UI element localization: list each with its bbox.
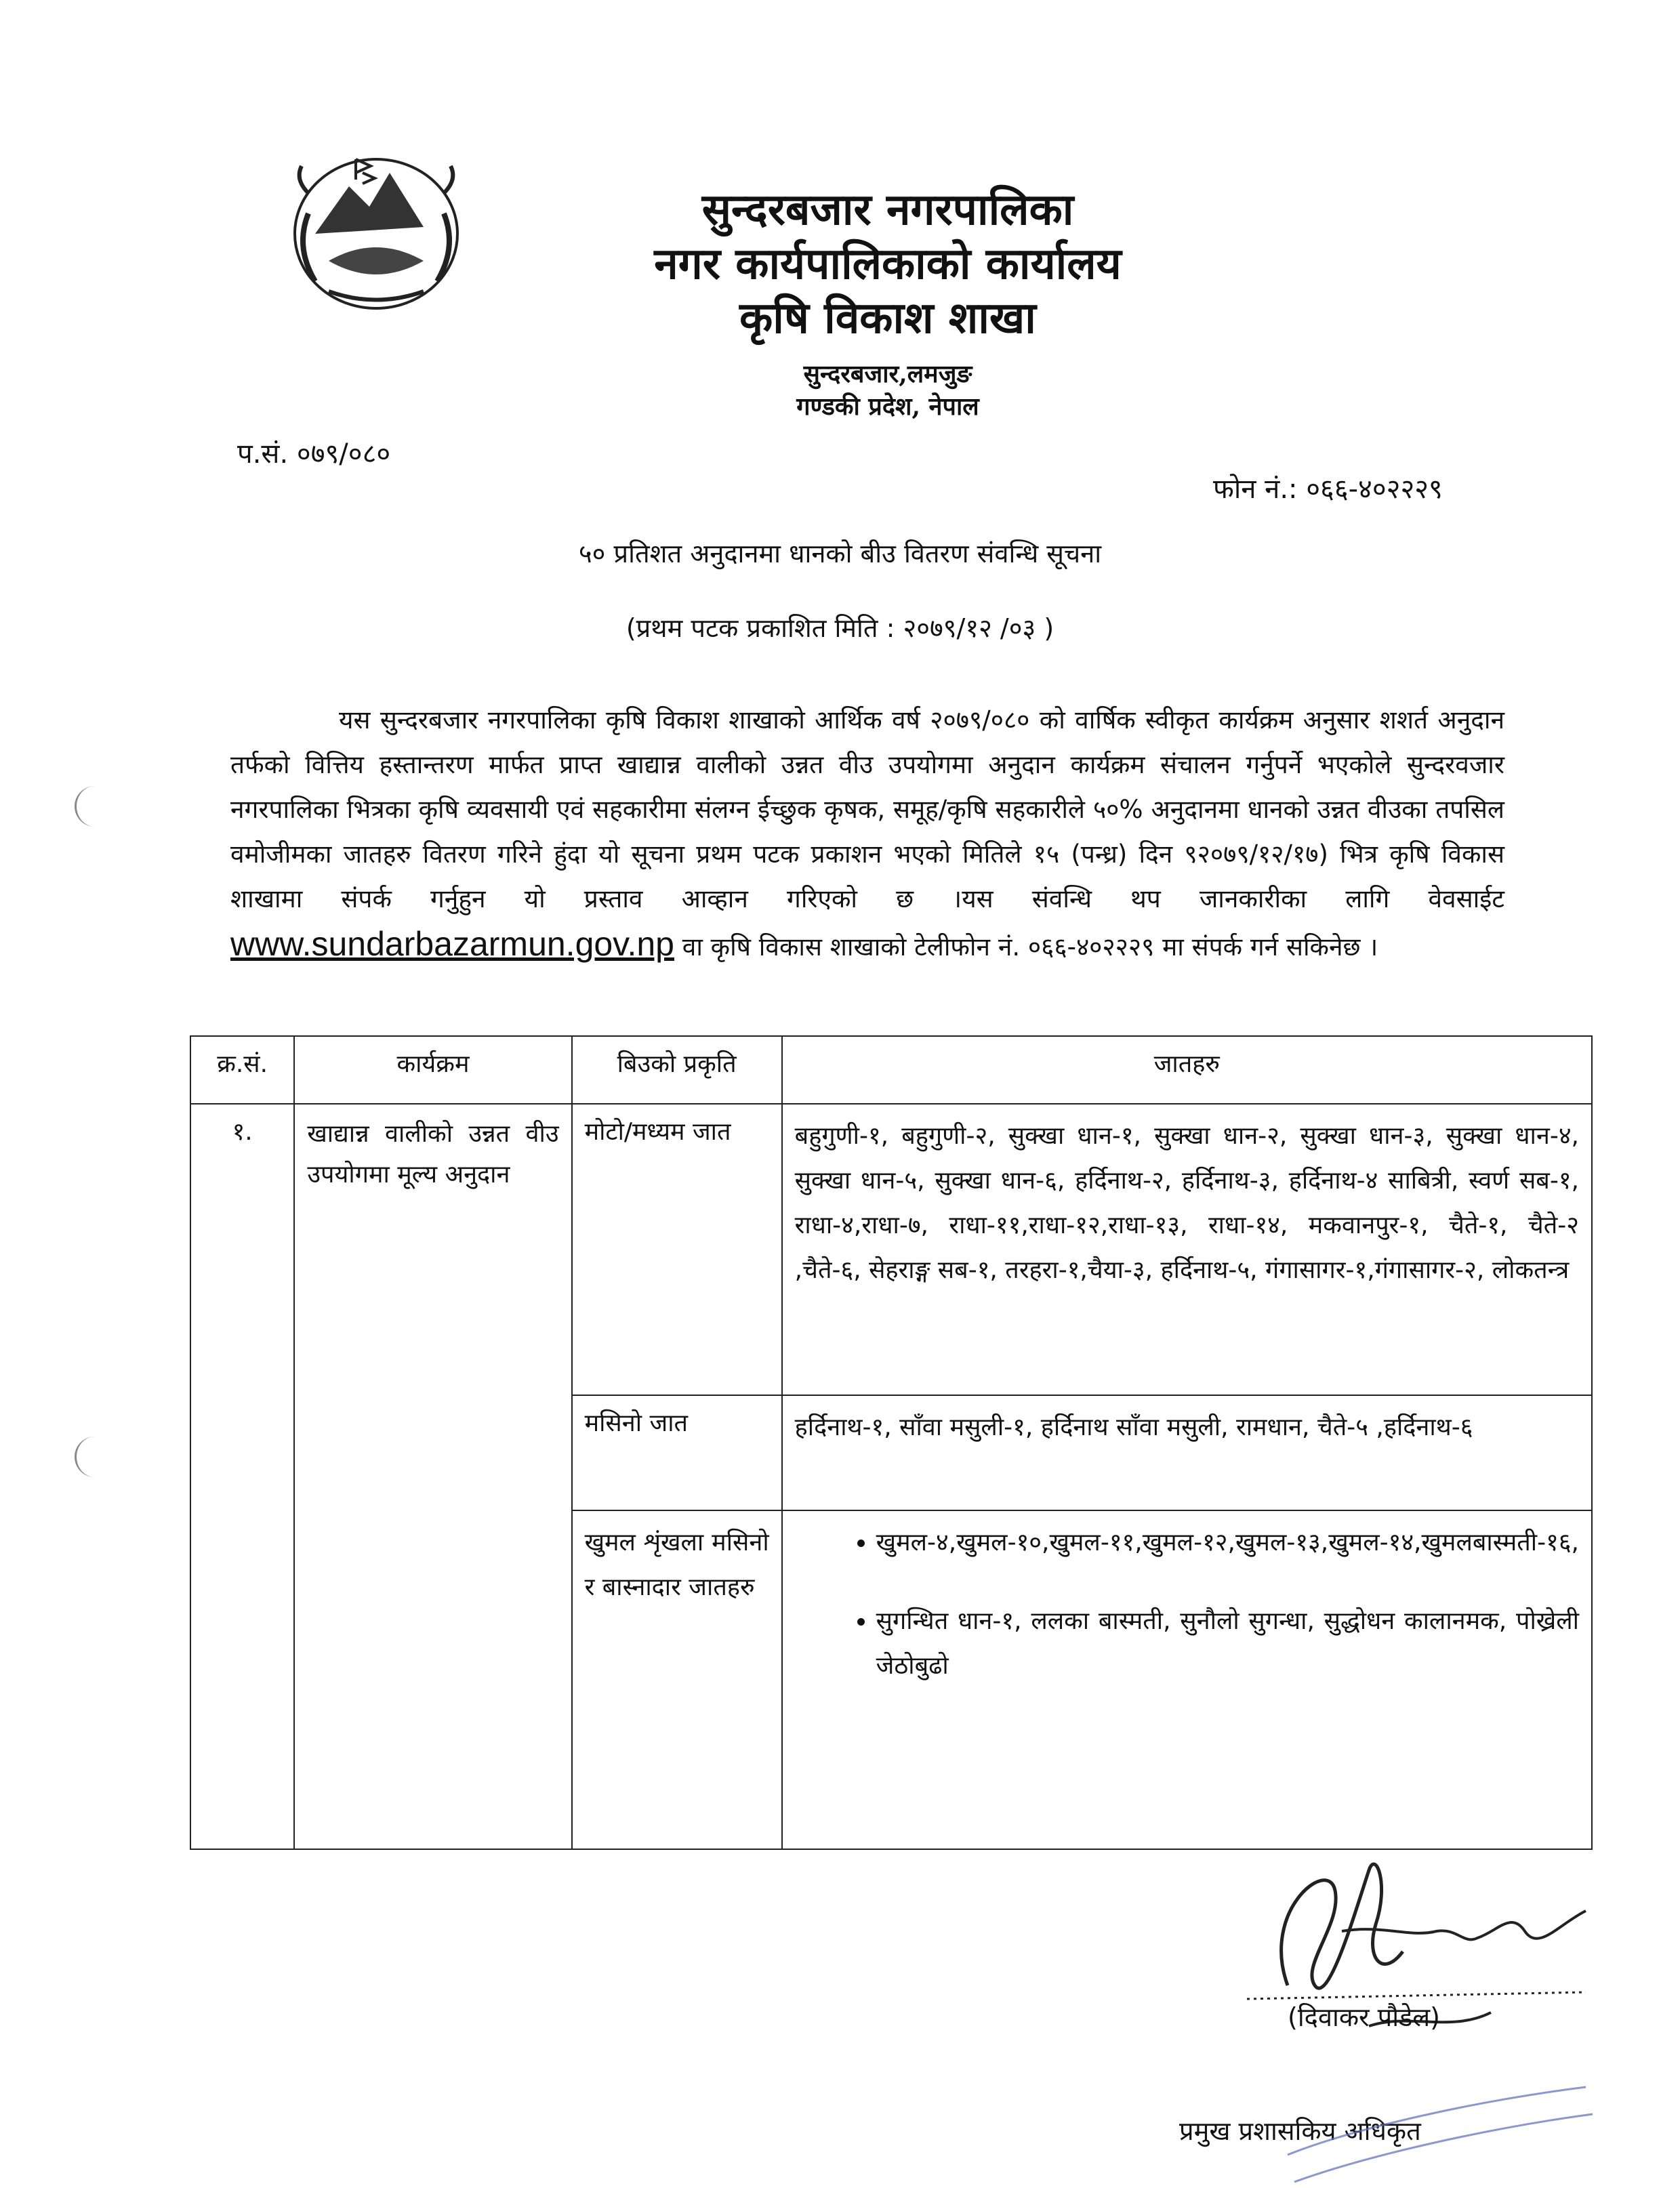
header-varieties: जातहरु [782, 1036, 1592, 1104]
seed-nature-cell: मसिनो जात [572, 1395, 782, 1510]
body-paragraph: यस सुन्दरबजार नगरपालिका कृषि विकाश शाखाको आर्थिक वर्ष २०७९/०८० को वार्षिक स्वीकृत कार्यक्रम अनुसार शशर्त अनुदान तर्फको वित्तिय हस्तान्तरण मार्फत प्राप्त खाद्यान्न वालीको उन्नत वीउ उपयोगमा अनुदान कार्यक्रम संचालन गर्नुपर्ने भएकोले सुन्दरवजार नगरपालिका भित्रका कृषि व्यवसायी एवं सहकारीमा संलग्न ईच्छुक कृषक, समूह/कृषि सहकारीले ५०% अनुदानमा धानको उन्नत वीउका तपसिल वमोजीमका जातहरु वितरण गरिने हुंदा यो सूचना प्रथम पटक प्रकाशन भएको मितिले १५ (पन्ध्र) दिन ९२०७९/१२/१७) भित्र कृषि विकास शाखामा संपर्क गर्नुहुन यो प्रस्ताव आव्हान गरिएको छ ।यस संवन्धि थप जानकारीका लागि वेवसाईट [230, 705, 1504, 913]
seed-nature-cell: मोटो/मध्यम जात [572, 1104, 782, 1395]
website-link[interactable]: www.sundarbazarmun.gov.np [230, 925, 674, 963]
letterhead [515, 183, 1261, 423]
varieties-cell: हर्दिनाथ-१, साँवा मसुली-१, हर्दिनाथ साँवा मसुली, रामधान, चैते-५ ,हर्दिनाथ-६ [782, 1395, 1592, 1510]
office-name: नगर कार्यपालिकाको कार्यालय [654, 239, 1122, 289]
seed-variety-table [190, 1035, 1593, 1850]
header-program: कार्यक्रम [294, 1036, 571, 1104]
program-cell: खाद्यान्न वालीको उन्नत वीउ उपयोगमा मूल्य अनुदान [294, 1104, 571, 1849]
serial-cell: १. [190, 1104, 294, 1849]
address-line-1: सुन्दरबजार,लमजुङ [803, 360, 972, 388]
address-line-2: गण्डकी प्रदेश, नेपाल [796, 392, 979, 421]
nepal-emblem-icon [268, 132, 485, 322]
signer-name: (दिवाकर पौडेल) [1288, 2002, 1440, 2032]
header-seed-nature: बिउको प्रकृति [572, 1036, 782, 1104]
reference-number: प.सं. ०७९/०८० [237, 438, 391, 470]
table-row [190, 1104, 1592, 1395]
publish-date: (प्रथम पटक प्रकाशित मिति : २०७९/१२ /०३ ) [626, 613, 1054, 643]
header-serial: क्र.सं. [190, 1036, 294, 1104]
signer-designation: प्रमुख प्रशासकिय अधिकृत [1179, 2116, 1421, 2146]
branch-name: कृषि विकाश शाखा [739, 293, 1036, 344]
variety-bullet-list [795, 1521, 1579, 1689]
list-item: • सुगन्धित धान-१, ललका बास्मती, सुनौलो सुगन्धा, सुद्धोधन कालानमक, पोख्रेली जेठोबुढो [876, 1599, 1579, 1689]
official-stamp [1274, 2073, 1599, 2188]
varieties-cell [782, 1510, 1592, 1849]
seed-nature-cell: खुमल शृंखला मसिनो र बास्नादार जातहरु [572, 1510, 782, 1849]
punch-hole-mark [75, 1437, 101, 1477]
list-item: • खुमल-४,खुमल-१०,खुमल-११,खुमल-१२,खुमल-१३,खुमल-१४,खुमलबास्मती-१६, [876, 1521, 1579, 1565]
punch-hole-mark [75, 786, 101, 827]
body-tail: वा कृषि विकास शाखाको टेलीफोन नं. ०६६-४०२२२९ मा संपर्क गर्न सकिनेछ । [682, 932, 1378, 962]
municipality-name: सुन्दरबजार नगरपालिका [701, 184, 1074, 235]
table-header-row [190, 1036, 1592, 1104]
notice-subject: ५० प्रतिशत अनुदानमा धानको बीउ वितरण संवन्धि सूचना [578, 539, 1102, 569]
notice-body [230, 698, 1504, 970]
varieties-cell: बहुगुणी-१, बहुगुणी-२, सुक्खा धान-१, सुक्खा धान-२, सुक्खा धान-३, सुक्खा धान-४, सुक्खा धान-५, सुक्खा धान-६, हर्दिनाथ-२, हर्दिनाथ-३, हर्दिनाथ-४ साबित्री, स्वर्ण सब-१, राधा-४,राधा-७, राधा-११,राधा-१२,राधा-१३, राधा-१४, मकवानपुर-१, चैते-१, चैते-२ ,चैते-६, सेहराङ्ग सब-१, तरहरा-१,चैया-३, हर्दिनाथ-५, गंगासागर-१,गंगासागर-२, लोकतन्त्र [782, 1104, 1592, 1395]
phone-number: फोन नं.: ०६६-४०२२२९ [1213, 474, 1443, 505]
